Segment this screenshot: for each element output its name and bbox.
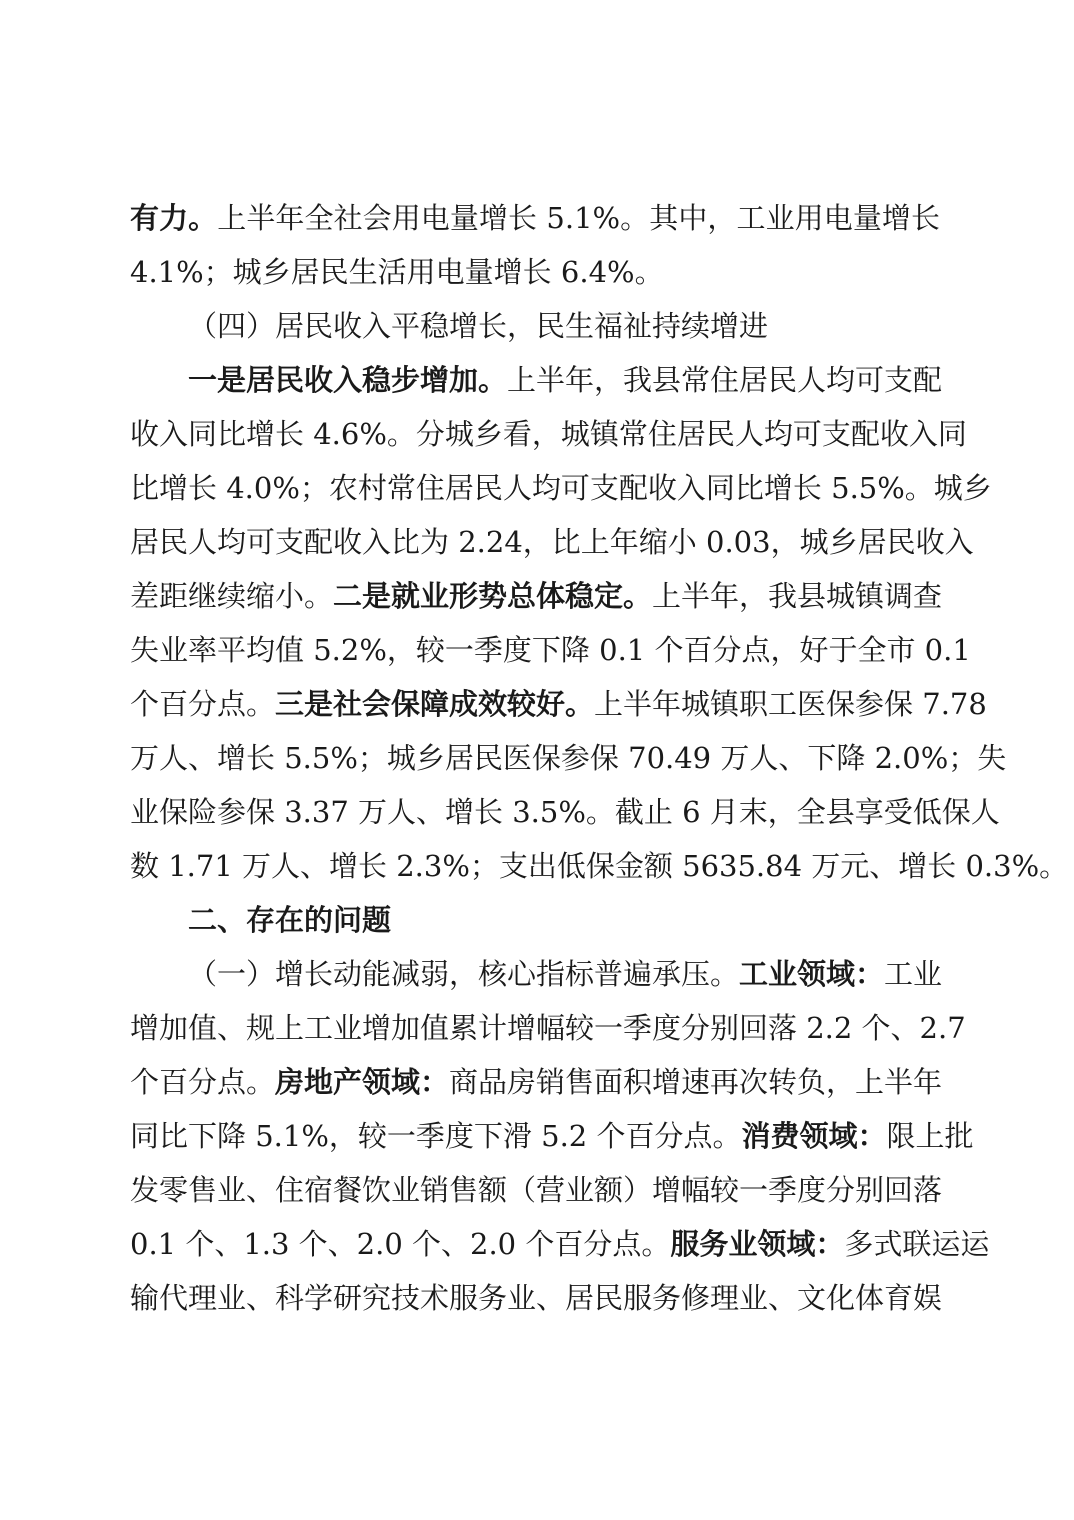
text-line (130, 1163, 943, 1217)
text-run: 增加值、规上工业增加值累计增幅较一季度分别回落 2.2 个、2.7 (130, 1011, 966, 1045)
text-run: 输代理业、科学研究技术服务业、居民服务修理业、文化体育娱 (130, 1281, 943, 1315)
text-line (130, 623, 971, 677)
text-line (130, 1271, 943, 1325)
text-run: 上半年全社会用电量增长 5.1%。其中，工业用电量增长 (217, 201, 940, 235)
text-run: 同比下降 5.1%，较一季度下滑 5.2 个百分点。 (130, 1119, 742, 1153)
text-line (130, 785, 1000, 839)
text-run: 上半年，我县城镇调查 (652, 579, 943, 613)
text-line (130, 1055, 943, 1109)
text-line (130, 731, 1007, 785)
text-run: 0.1 个、1.3 个、2.0 个、2.0 个百分点。 (130, 1227, 671, 1261)
text-run: 业保险参保 3.37 万人、增长 3.5%。截止 6 月末，全县享受低保人 (130, 795, 1000, 829)
bold-lead: 一是居民收入稳步增加。 (188, 363, 508, 397)
text-line (130, 1217, 990, 1271)
text-line (130, 1109, 974, 1163)
text-run: 多式联运运 (844, 1227, 990, 1261)
text-run: 商品房销售面积增速再次转负，上半年 (449, 1065, 943, 1099)
text-run: 数 1.71 万人、增长 2.3%；支出低保金额 5635.84 万元、增长 0.3%。 (130, 849, 1069, 883)
text-run: 上半年城镇职工医保参保 7.78 (594, 687, 987, 721)
heading-text: 二、存在的问题 (188, 903, 392, 937)
text-line (130, 461, 992, 515)
text-line (130, 839, 1069, 893)
text-run: 限上批 (886, 1119, 974, 1153)
heading-text: （四）居民收入平稳增长，民生福祉持续增进 (188, 309, 769, 343)
bold-lead: 二是就业形势总体稳定。 (333, 579, 653, 613)
text-run: 差距继续缩小。 (130, 579, 334, 613)
text-line (130, 245, 940, 299)
text-run: 失业率平均值 5.2%，较一季度下降 0.1 个百分点，好于全市 0.1 (130, 633, 971, 667)
bold-lead: 工业领域： (739, 957, 885, 991)
text-run: 个百分点。 (130, 687, 276, 721)
bold-lead: 服务业领域： (670, 1227, 845, 1261)
text-line (130, 1001, 966, 1055)
text-run: 发零售业、住宿餐饮业销售额（营业额）增幅较一季度分别回落 (130, 1173, 943, 1207)
text-line (130, 407, 967, 461)
text-line (130, 515, 974, 569)
text-run: 上半年，我县常住居民人均可支配 (507, 363, 943, 397)
text-run: 收入同比增长 4.6%。分城乡看，城镇常住居民人均可支配收入同 (130, 417, 967, 451)
text-run: 万人、增长 5.5%；城乡居民医保参保 70.49 万人、下降 2.0%；失 (130, 741, 1007, 775)
text-run: （一）增长动能减弱，核心指标普遍承压。 (188, 957, 740, 991)
text-line (130, 191, 940, 245)
text-run: 工业 (884, 957, 943, 991)
text-run: 比增长 4.0%；农村常住居民人均可支配收入同比增长 5.5%。城乡 (130, 471, 992, 505)
text-run: 4.1%；城乡居民生活用电量增长 6.4%。 (130, 255, 664, 289)
text-line (130, 677, 987, 731)
bold-lead: 有力。 (130, 201, 218, 235)
section-heading (188, 893, 940, 947)
bold-lead: 房地产领域： (275, 1065, 450, 1099)
text-run: 个百分点。 (130, 1065, 276, 1099)
text-run: 居民人均可支配收入比为 2.24，比上年缩小 0.03，城乡居民收入 (130, 525, 974, 559)
text-line (188, 947, 943, 1001)
text-line (188, 353, 943, 407)
text-line (130, 569, 943, 623)
bold-lead: 三是社会保障成效较好。 (275, 687, 595, 721)
bold-lead: 消费领域： (741, 1119, 887, 1153)
section-heading (188, 299, 940, 353)
